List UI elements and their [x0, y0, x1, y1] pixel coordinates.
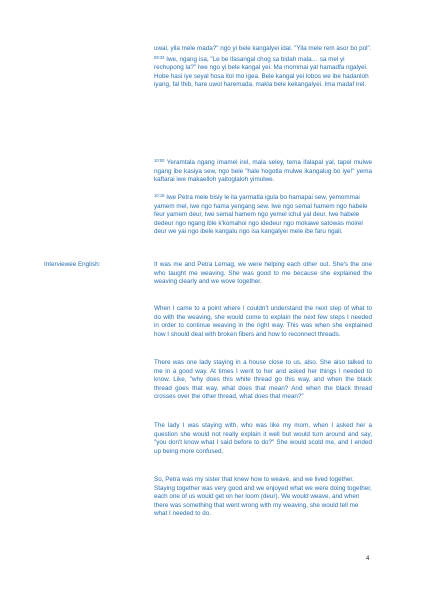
timestamp: 10:15 [154, 193, 165, 198]
native-text: Yeramtala ngang imamel irel, mala seley, tema ifalapal yal, tapel mulwe ngang ibe kasiya sew, ngo bele "hale hogotla mulwe ikangalug bo iye!" yema kaftarai iwe makaelloh yaitoglaloh yimulwe. [154, 159, 372, 183]
english-paragraph-3: There was one lady staying in a house close to us, also. She also talked to me in a good way. At times I went to her and asked her things I needed to know. Like, "why does this white thread go this way, and when the black thread goes that way, what does that mean? And when the black thread crosses over the other thread, what does that mean?" [154, 359, 372, 400]
english-paragraph-5: So, Petra was my sister that knew how to weave, and we lived together. Staying together was very good and we enjoyed what we were doing together, each one of us would get on her loom (deur). We would weave, and when there was something that went wrong with my weaving, she would tell me what I needed to do. [154, 476, 372, 517]
native-paragraph-3 [154, 192, 372, 237]
native-paragraph-2 [154, 157, 372, 185]
english-paragraph-1: It was me and Petra Lemag; we were helping each other out. She's the one who taught me weaving. She was good to me because she explained the weaving clearly and we wove together. [154, 261, 372, 285]
native-paragraph-1 [154, 45, 372, 90]
timestamp: 10:00 [154, 158, 165, 163]
english-paragraph-4: The lady I was staying with, who was like my mom, when I asked her a question she would not really explain it well but would turn around and say, "you don't know what I said before to do?" She would scold me, and I ended up being more confused. [154, 422, 372, 455]
timestamp: 09:33 [154, 54, 165, 60]
native-text: Iwe Petra mele bisiy le ila yarmatla igula bo hamapai sew, yemommai yamem mel, iwe ngo hama yengang sew. Iwe ngo semal hamem ngo habele feur yamem deur, Iwe semal hamem ngo yemel ichul yal deur. Iwe habele dedeur ngo ngang ible k'komahoi ngo idedeur ngo mokawe satowas moirel deur we yai ngo ibele kangalu ngo isa kangalyei mele ibe faru ngali. [154, 194, 368, 235]
speaker-label: Interviewee English: [44, 261, 101, 268]
english-paragraph-2: When I came to a point where I couldn't understand the next step of what to do with the weaving, she would come to explain the next few steps I needed in order to continue weaving in the right way. This was when she explained how I should deal with broken fibers and how to reconnect threads. [154, 305, 372, 338]
native-text: uwal, yila mele mada?" ngo yi bele kangalyei idal. "Yila mele rem asor bo pol". [154, 45, 372, 52]
page-number: 4 [366, 556, 370, 562]
native-text: Iwe, ngang isa, "Le be ifasangal chog sa bidah mala… sa mel yi rechupong la?" Iwe ngo yi bele kangal yei. Ma mommai yal hamadfa ngalyei. Hobe hasi iye seyal hosa itol mo igea. Bele kangal yei lobos we ibe hadanloh iyang, fal thib, hare uwol haremada, makla bele kekangalyei. Ima madaf irel. [154, 55, 369, 88]
